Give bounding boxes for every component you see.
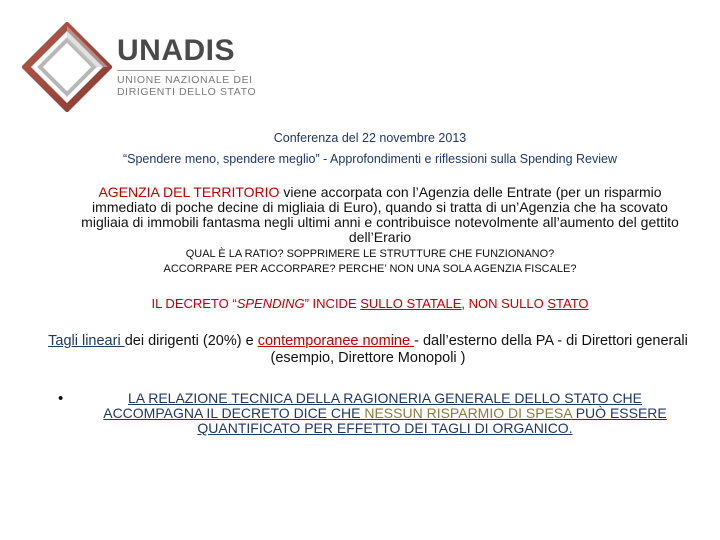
relazione-part-2: PUÒ ESSERE QUANTIFICATO PER EFFETTO DEI TAGLI DI ORGANICO. bbox=[197, 405, 667, 436]
decreto-part-3: , NON SULLO bbox=[461, 296, 548, 311]
agency-text: viene accorpata con l’Agenzia delle Entrate (per un risparmio immediato di poche decine di migliaia di Euro), quando si tratta di un’Agenzia che ha scovato migliaia di immobili fantasma negli ultimi anni e contribuisce notevolmente all’aumento del gettito dell’Erario bbox=[81, 184, 679, 245]
relazione-highlight: NESSUN RISPARMIO DI SPESA bbox=[364, 405, 572, 421]
agency-highlight: AGENZIA DEL TERRITORIO bbox=[98, 184, 280, 200]
tagli-paragraph bbox=[48, 333, 688, 367]
decreto-statement bbox=[60, 296, 680, 311]
decreto-stato: STATO bbox=[547, 296, 589, 311]
tagli-contemporanee: contemporanee nomine bbox=[257, 333, 415, 349]
relazione-paragraph bbox=[80, 391, 690, 436]
bullet-icon: • bbox=[58, 390, 64, 407]
brand-subtitle-1: UNIONE NAZIONALE DEI bbox=[117, 74, 253, 86]
brand-name: UNADIS bbox=[117, 34, 236, 67]
conference-date: Conferenza del 22 novembre 2013 bbox=[273, 131, 467, 145]
tagli-text-2: - dall’esterno della PA - di Direttori generali (esempio, Direttore Monopoli ) bbox=[270, 333, 688, 366]
conference-title: “Spendere meno, spendere meglio” - Approfondimenti e riflessioni sulla Spending Review bbox=[122, 152, 618, 166]
decreto-statale: SULLO STATALE bbox=[360, 296, 462, 311]
agency-paragraph bbox=[70, 185, 690, 245]
decreto-part-1: IL DECRETO “ bbox=[151, 296, 237, 311]
relazione-part-1: LA RELAZIONE TECNICA DELLA RAGIONERIA GENERALE DELLO STATO CHE ACCOMPAGNA IL DECRETO DICE CHE bbox=[103, 390, 642, 421]
tagli-lead: Tagli lineari bbox=[48, 333, 125, 349]
decreto-part-2: ” INCIDE bbox=[304, 296, 361, 311]
unadis-logo-icon bbox=[22, 22, 112, 112]
brand-divider bbox=[117, 70, 235, 71]
brand-subtitle-2: DIRIGENTI DELLO STATO bbox=[117, 86, 257, 98]
brand-block bbox=[117, 36, 257, 98]
question-line-2: ACCORPARE PER ACCORPARE? PERCHE’ NON UNA SOLA AGENZIA FISCALE? bbox=[163, 263, 577, 275]
tagli-text-1: dei dirigenti (20%) e bbox=[124, 333, 258, 349]
question-line-1: QUAL È LA RATIO? SOPPRIMERE LE STRUTTURE CHE FUNZIONANO? bbox=[185, 248, 555, 260]
decreto-spending: SPENDING bbox=[236, 296, 305, 311]
